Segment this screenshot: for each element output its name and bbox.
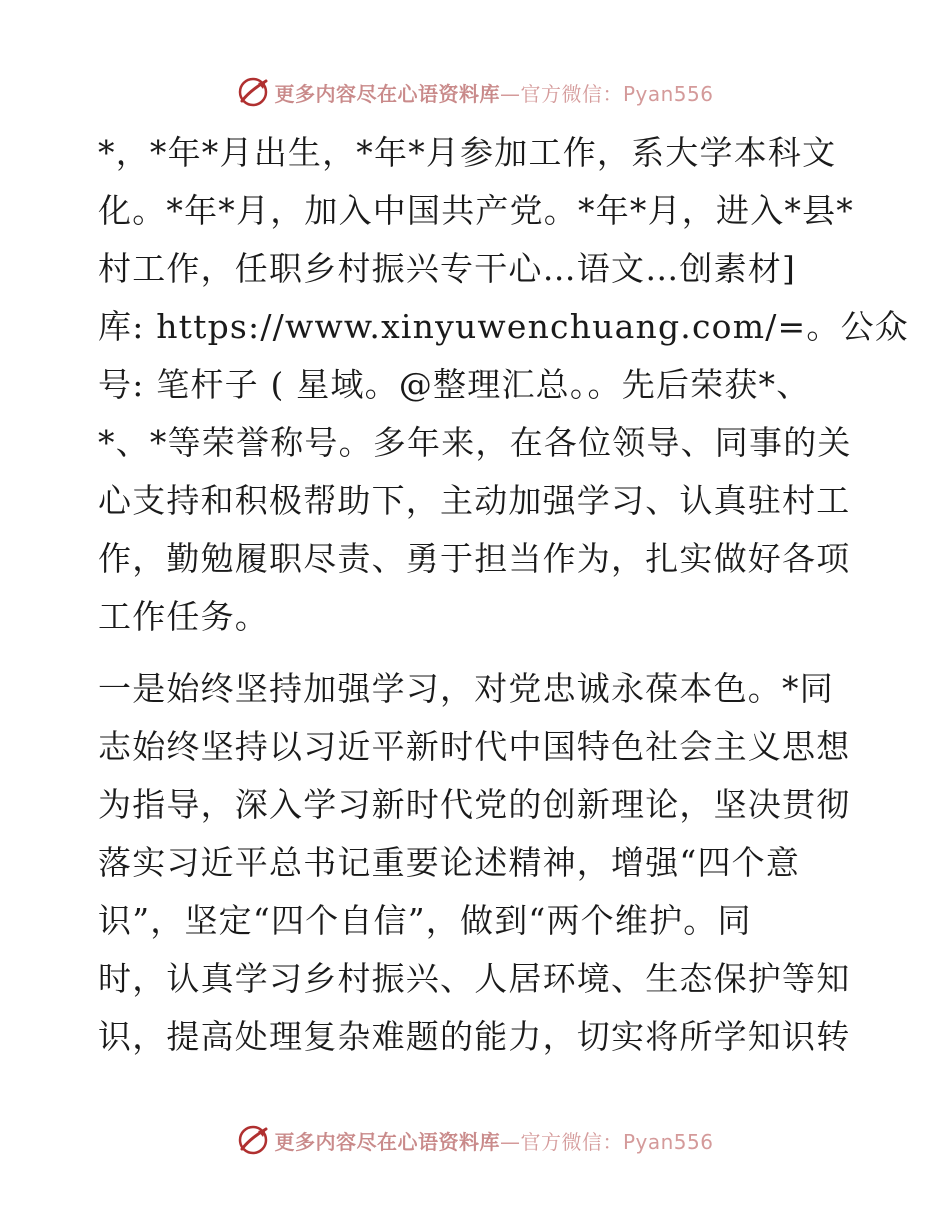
text-line: 村工作，任职乡村振兴专干心…语文…创素材] [98, 249, 797, 288]
header-banner-text [274, 78, 713, 107]
paragraph-study [98, 660, 858, 1066]
header-banner [0, 72, 950, 112]
footer-banner [0, 1120, 950, 1160]
text-line: 识，提高处理复杂难题的能力，切实将所学知识转 [98, 1017, 851, 1056]
footer-banner-lead: 更多内容尽在心语资料库 [274, 1129, 500, 1154]
text-line: 化。*年*月，加入中国共产党。*年*月，进入*县* [98, 191, 854, 230]
header-banner-tail: —官方微信：Pyan556 [499, 81, 714, 106]
text-line: *，*年*月出生，*年*月参加工作，系大学本科文 [98, 133, 837, 172]
text-line: 心支持和积极帮助下，主动加强学习、认真驻村工 [98, 481, 851, 520]
text-line: 志始终坚持以习近平新时代中国特色社会主义思想 [98, 727, 851, 766]
footer-banner-text [274, 1126, 713, 1155]
text-line: 库: https://www.xinyuwenchuang.com/=。公众 [98, 307, 909, 346]
brand-logo-icon [236, 75, 270, 109]
text-line: 作，勤勉履职尽责、勇于担当作为，扎实做好各项 [98, 539, 851, 578]
text-line: 时，认真学习乡村振兴、人居环境、生态保护等知 [98, 959, 851, 998]
text-line: 工作任务。 [98, 597, 269, 636]
text-line: *、*等荣誉称号。多年来，在各位领导、同事的关 [98, 423, 852, 462]
text-line: 识”，坚定“四个自信”，做到“两个维护。同 [98, 901, 752, 940]
brand-logo-icon [236, 1123, 270, 1157]
document-body [98, 124, 909, 1066]
text-line: 落实习近平总书记重要论述精神，增强“四个意 [98, 843, 801, 882]
header-banner-lead: 更多内容尽在心语资料库 [274, 81, 500, 106]
text-line: 一是始终坚持加强学习，对党忠诚永葆本色。*同 [98, 669, 834, 708]
text-line: 为指导，深入学习新时代党的创新理论，坚决贯彻 [98, 785, 851, 824]
text-line: 号: 笔杆子 ( 星域。@整理汇总。。先后荣获*、 [98, 365, 811, 404]
paragraph-intro [98, 124, 909, 646]
footer-banner-tail: —官方微信：Pyan556 [499, 1129, 714, 1154]
